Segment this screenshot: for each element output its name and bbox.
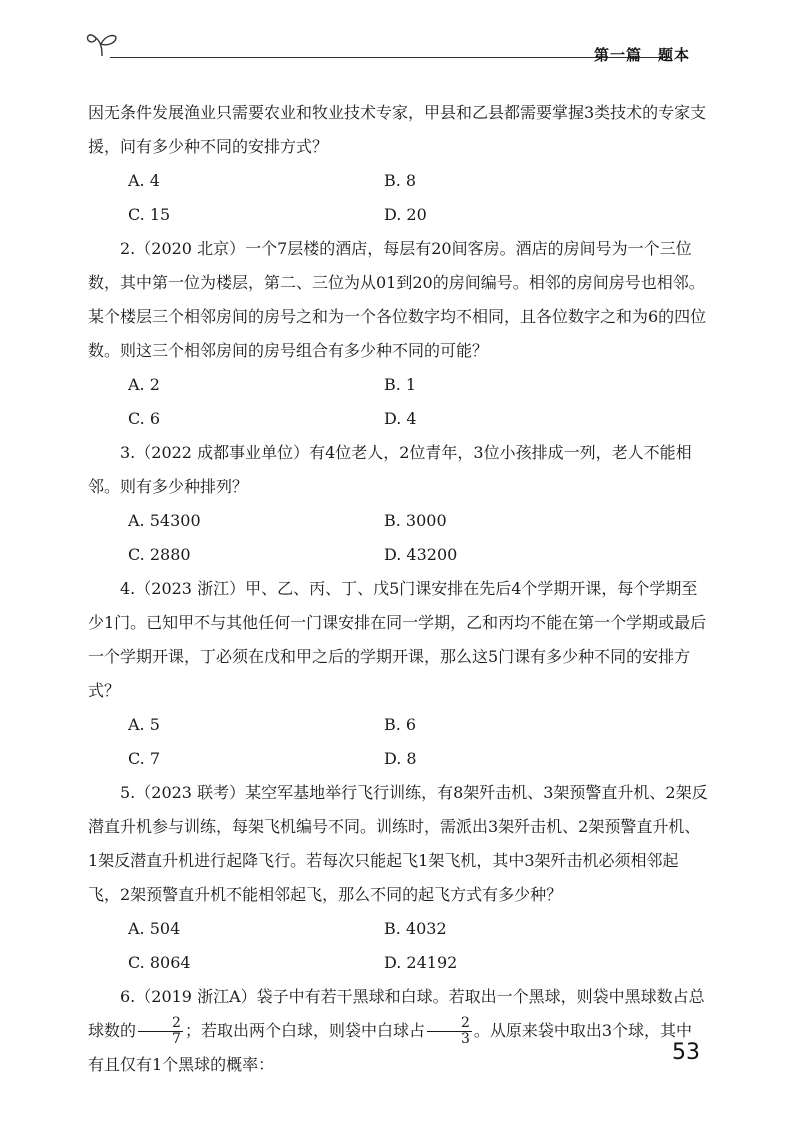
option-b: B. 6 [384, 715, 417, 734]
option-a: A. 5 [128, 715, 160, 734]
option-b: B. 8 [384, 171, 417, 190]
options-row [88, 946, 708, 980]
option-a: A. 504 [128, 919, 181, 938]
option-d: D. 4 [384, 409, 417, 428]
option-b: B. 3000 [384, 511, 447, 530]
question-4: 4.（2023 浙江）甲、乙、丙、丁、戊5门课安排在先后4个学期开课，每个学期至少1门。已知甲不与其他任何一门课安排在同一学期，乙和丙均不能在第一个学期或最后一个学期开课，丁必须在戊和甲之后的学期开课，那么这5门课有多少种不同的安排方式？ [88, 579, 707, 700]
options-row [88, 402, 708, 436]
question-3: 3.（2022 成都事业单位）有4位老人，2位青年，3位小孩排成一列，老人不能相邻。则有多少种排列？ [88, 443, 692, 496]
option-a: A. 4 [128, 171, 160, 190]
header-title: 第一篇 题本 [594, 46, 691, 64]
options-row [88, 164, 708, 198]
question-6-text-part3: 。从原来袋中取出3个球，其中有且仅有1个黑球的概率： [88, 1021, 693, 1074]
option-b: B. 4032 [384, 919, 447, 938]
option-c: C. 8064 [128, 953, 191, 972]
question-6 [88, 980, 708, 1082]
option-a: A. 54300 [128, 511, 201, 530]
option-a: A. 2 [128, 375, 160, 394]
option-c: C. 15 [128, 205, 171, 224]
header-rule [110, 57, 670, 58]
leaf-sprout-icon [84, 28, 120, 58]
fraction-two-sevenths [138, 1016, 183, 1047]
option-d: D. 20 [384, 205, 427, 224]
fraction-numerator: 2 [427, 1016, 472, 1032]
continuation-text: 因无条件发展渔业只需要农业和牧业技术专家，甲县和乙县都需要掌握3类技术的专家支援，问有多少种不同的安排方式？ [88, 103, 707, 156]
options-row [88, 708, 708, 742]
fraction-two-thirds [427, 1016, 472, 1047]
option-c: C. 6 [128, 409, 161, 428]
options-row [88, 504, 708, 538]
option-c: C. 2880 [128, 545, 191, 564]
option-d: D. 24192 [384, 953, 458, 972]
options-row [88, 742, 708, 776]
question-6-text-part2: ；若取出两个白球，则袋中白球占 [184, 1021, 425, 1040]
question-5: 5.（2023 联考）某空军基地举行飞行训练，有8架歼击机、3架预警直升机、2架反潜直升机参与训练，每架飞机编号不同。训练时，需派出3架歼击机、2架预警直升机、1架反潜直升机进行起降飞行。若每次只能起飞1架飞机，其中3架歼击机必须相邻起飞，2架预警直升机不能相邻起飞，那么不同的起飞方式有多少种？ [88, 783, 708, 904]
options-row [88, 198, 708, 232]
question-6-text-part1: 6.（2019 浙江A）袋子中有若干黑球和白球。若取出一个黑球，则袋中黑球数占总球数的 [88, 987, 705, 1040]
fraction-denominator: 7 [172, 1031, 181, 1047]
question-2: 2.（2020 北京）一个7层楼的酒店，每层有20间客房。酒店的房间号为一个三位数，其中第一位为楼层，第二、三位为从01到20的房间编号。相邻的房间房号也相邻。某个楼层三个相邻房间的房号之和为一个各位数字均不相同，且各位数字之和为6的四位数。则这三个相邻房间的房号组合有多少种不同的可能？ [88, 239, 707, 360]
option-c: C. 7 [128, 749, 161, 768]
option-d: D. 8 [384, 749, 417, 768]
options-row [88, 912, 708, 946]
option-d: D. 43200 [384, 545, 458, 564]
page-content [88, 96, 708, 1082]
page-number: 53 [672, 1040, 700, 1065]
option-b: B. 1 [384, 375, 417, 394]
fraction-numerator: 2 [138, 1016, 183, 1032]
options-row [88, 368, 708, 402]
options-row [88, 538, 708, 572]
fraction-denominator: 3 [460, 1031, 470, 1047]
